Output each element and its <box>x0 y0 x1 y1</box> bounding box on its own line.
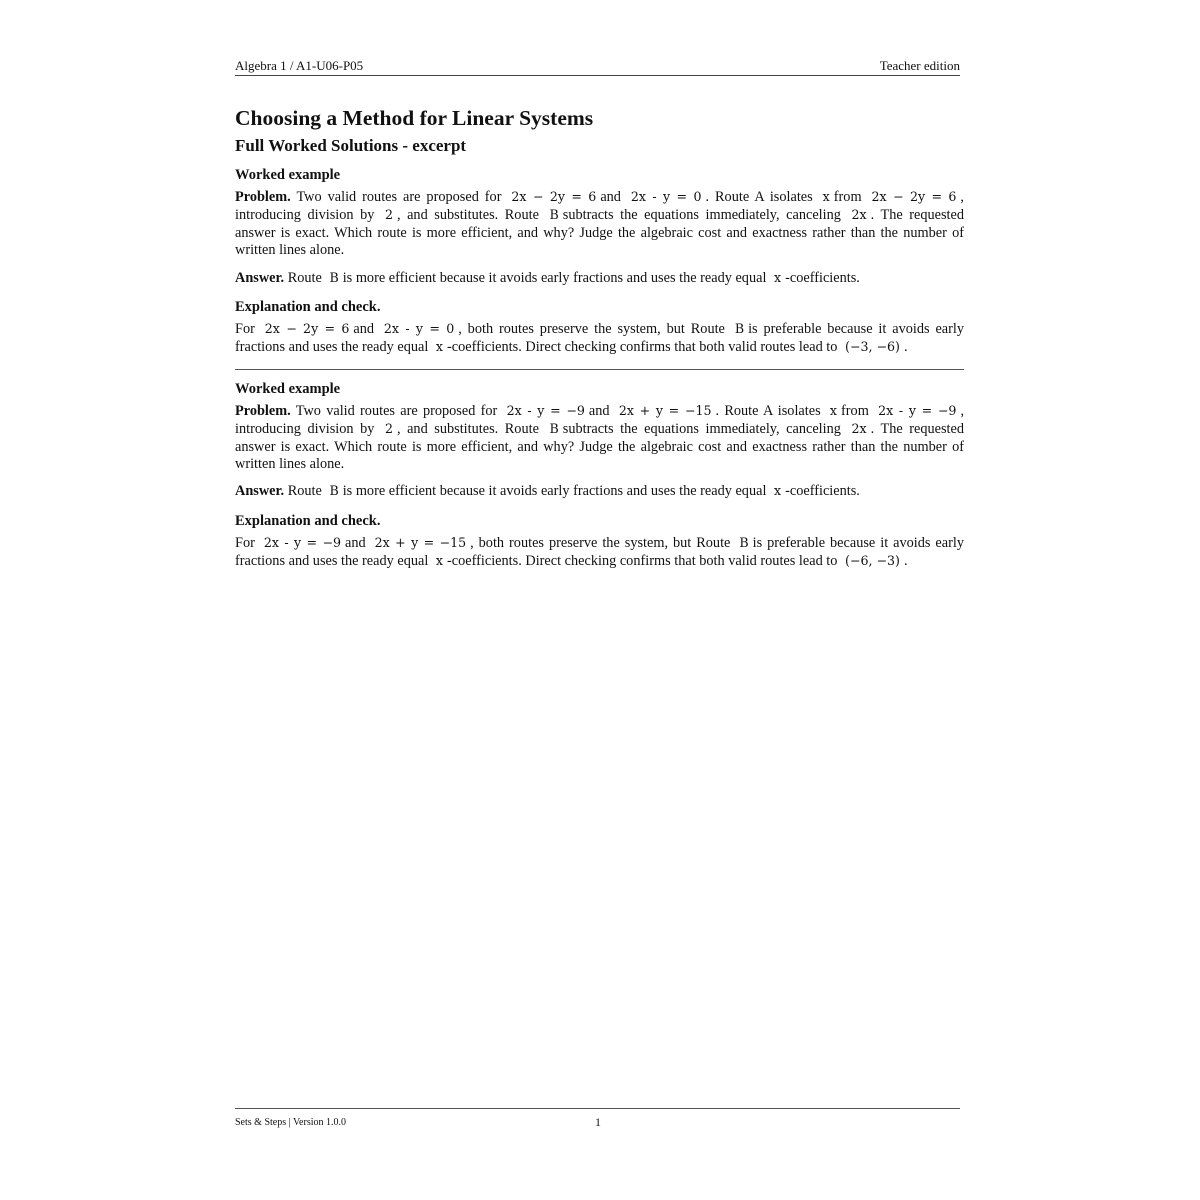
math: 2x - y = −9 <box>263 534 342 550</box>
answer-text: Answer. Route B is more efficient because it avoids early fractions and uses the ready equal x -coefficients. <box>235 483 860 500</box>
math: B <box>739 534 749 550</box>
math: B <box>734 321 745 337</box>
math: x <box>435 553 444 569</box>
math: x <box>435 339 444 355</box>
section-divider <box>235 369 964 370</box>
footer-version: Sets & Steps | Version 1.0.0 <box>235 1117 346 1128</box>
math: B <box>549 207 559 223</box>
math: 2x <box>851 421 867 437</box>
math: 2x - y = 0 <box>630 189 702 204</box>
problem-text: Problem. Two valid routes are proposed for 2x - y = −9 and 2x + y = −15 . Route A isolates x from 2x - y = −9 , introducing division by 2 , and substitutes. Route B subtracts the equations immediately, canceling 2x . The requested answer is exact. Which route is more efficient, and why? Judge the algebraic cost and exactness rather than the number of written lines alone. <box>235 402 965 473</box>
math: 2x + y = −15 <box>374 534 467 550</box>
math: 2x − 2y = 6 <box>511 189 597 204</box>
explanation-text: For 2x - y = −9 and 2x + y = −15 , both routes preserve the system, but Route B is preferable because it avoids early fractions and uses the ready equal x -coefficients. Direct checking confirms that both valid routes lead to (−6, −3) . <box>235 534 964 570</box>
course-reference: Algebra 1 / A1-U06-P05 <box>235 58 364 73</box>
worked-example-1 <box>235 164 964 357</box>
math: 2x − 2y = 6 <box>871 189 957 204</box>
explanation-text: For 2x − 2y = 6 and 2x - y = 0 , both routes preserve the system, but Route B is preferable because it avoids early fractions and uses the ready equal x -coefficients. Direct checking confirms that both valid routes lead to (−3, −6) . <box>235 321 965 356</box>
explanation-heading: Explanation and check. <box>235 299 381 316</box>
math: 2x - y = −9 <box>878 402 957 418</box>
worked-example-2 <box>235 378 964 571</box>
math: B <box>329 483 339 499</box>
math: 2x - y = 0 <box>383 321 455 337</box>
answer-label: Answer. <box>235 269 285 286</box>
example-heading: Worked example <box>235 380 341 397</box>
page-subtitle: Full Worked Solutions - excerpt <box>235 136 467 155</box>
page-footer <box>235 1108 960 1129</box>
explanation-heading: Explanation and check. <box>235 512 381 529</box>
page-number: 1 <box>595 1115 601 1129</box>
math: (−3, −6) <box>845 339 900 355</box>
math: x <box>774 483 782 499</box>
math: B <box>329 269 339 285</box>
problem-label: Problem. <box>235 402 291 419</box>
math: 2x <box>851 207 867 223</box>
problem-label: Problem. <box>235 189 291 205</box>
math: 2x - y = −9 <box>506 402 585 418</box>
math: 2 <box>384 421 393 437</box>
math: x <box>774 269 782 285</box>
math: 2x − 2y = 6 <box>264 321 350 337</box>
math: x <box>822 189 830 204</box>
problem-text: Problem. Two valid routes are proposed for 2x − 2y = 6 and 2x - y = 0 . Route A isolates x from 2x − 2y = 6 , introducing division by 2 , and substitutes. Route B subtracts the equations immediately, canceling 2x . The requested answer is exact. Which route is more efficient, and why? Judge the algebraic cost and exactness rather than the number of written lines alone. <box>235 189 965 259</box>
math: (−6, −3) <box>845 553 900 569</box>
edition-label: Teacher edition <box>879 58 960 73</box>
math: B <box>549 421 559 437</box>
math: 2x + y = −15 <box>618 402 712 418</box>
example-heading: Worked example <box>235 167 341 183</box>
running-header <box>235 58 960 76</box>
page-title: Choosing a Method for Linear Systems <box>235 106 594 130</box>
main-content <box>235 104 964 571</box>
answer-text: Answer. Route B is more efficient because it avoids early fractions and uses the ready equal x -coefficients. <box>235 269 860 286</box>
math: 2 <box>384 207 393 223</box>
math: x <box>829 402 838 418</box>
answer-label: Answer. <box>235 483 285 500</box>
